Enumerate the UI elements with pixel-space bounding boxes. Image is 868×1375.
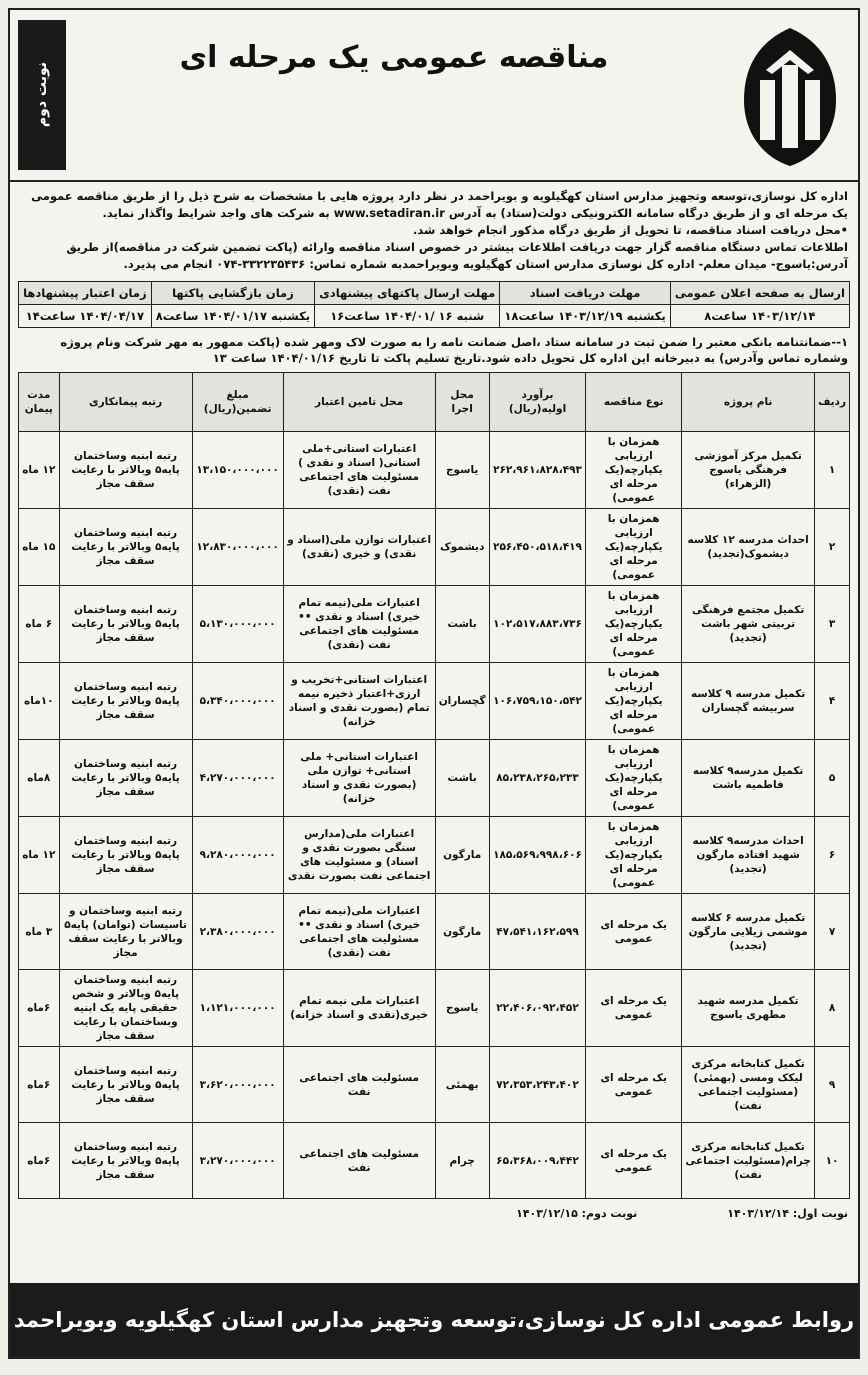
table-cell: ۱۰ (815, 1123, 850, 1199)
table-cell: ۱۲ ماه (19, 432, 60, 509)
table-cell: یک مرحله ای عمومی (586, 1123, 682, 1199)
notice-title: مناقصه عمومی یک مرحله ای (179, 40, 609, 75)
table-cell: ۱۰۶،۷۵۹،۱۵۰،۵۴۲ (489, 663, 586, 740)
projects-header-cell: نام پروژه (682, 373, 815, 432)
intro-line: اطلاعات تماس دستگاه مناقصه گزار جهت دریافت اطلاعات بیشتر در خصوص اسناد مناقصه وارائه (پاکت تضمین شرکت در مناقصه)از طریق آدرس:یاسوج- میدان معلم- اداره کل نوسازی مدارس استان کهگیلویه وبویراحمدبه شماره تماس: ۳۳۲۲۳۵۴۳۶-۰۷۴ انجام می پذیرد. (66, 240, 848, 271)
footer-banner (10, 1283, 858, 1357)
schedule-header: ارسال به صفحه اعلان عمومی (670, 282, 849, 305)
table-cell: ۲۶۲،۹۶۱،۸۲۸،۴۹۳ (489, 432, 586, 509)
table-cell: تکمیل مدرسه شهید مطهری یاسوج (682, 970, 815, 1047)
second-publication-date: نوبت دوم: ۱۴۰۳/۱۲/۱۵ (516, 1207, 638, 1220)
table-cell: چرام (435, 1123, 489, 1199)
notice-header (10, 10, 858, 182)
table-cell: ۶ماه (19, 1123, 60, 1199)
organization-logo (730, 20, 850, 170)
table-row (19, 1123, 850, 1199)
table-cell: مسئولیت های اجتماعی نفت (283, 1047, 435, 1123)
schedule-value-row (19, 305, 850, 328)
table-cell: اعتبارات استانی+تخریب و ارزی+اعتبار ذخیره نیمه تمام (بصورت نقدی و اسناد خزانه) (283, 663, 435, 740)
table-cell: اعتبارات توازن ملی(اسناد و نقدی) و خیری (نقدی) (283, 509, 435, 586)
table-cell: باشت (435, 586, 489, 663)
table-cell: رتبه ابنیه وساختمان و تاسیسات (توامان) پایه۵ وبالاتر با رعایت سقف مجاز (59, 894, 192, 970)
table-row (19, 432, 850, 509)
schedule-header: مهلت ارسال پاکتهای پیشنهادی (315, 282, 500, 305)
publication-dates (10, 1203, 858, 1224)
schedule-value: یکشنبه ۱۴۰۳/۱۲/۱۹ ساعت۱۸ (500, 305, 671, 328)
table-cell: رتبه ابنیه وساختمان پایه۵ وبالاتر با رعایت سقف مجاز (59, 509, 192, 586)
table-cell: ۲ (815, 509, 850, 586)
table-cell: ۸۵،۲۳۸،۲۶۵،۲۳۳ (489, 740, 586, 817)
table-cell: احداث مدرسه۹ کلاسه شهید افتاده مارگون (تجدید) (682, 817, 815, 894)
projects-header-cell: ردیف (815, 373, 850, 432)
projects-header-cell: مبلغ تضمین(ریال) (192, 373, 283, 432)
table-cell: ۴،۲۷۰،۰۰۰،۰۰۰ (192, 740, 283, 817)
projects-header-cell: رتبه پیمانکاری (59, 373, 192, 432)
table-cell: رتبه ابنیه وساختمان پایه۵ وبالاتر با رعایت سقف مجاز (59, 1123, 192, 1199)
table-cell: ۳،۶۲۰،۰۰۰،۰۰۰ (192, 1047, 283, 1123)
round-badge (18, 20, 66, 170)
schedule-value: یکشنبه ۱۴۰۴/۰۱/۱۷ ساعت۸ (151, 305, 314, 328)
table-cell: ۶ماه (19, 970, 60, 1047)
table-cell: احداث مدرسه ۱۲ کلاسه دیشموک(تجدید) (682, 509, 815, 586)
table-cell: ۵ (815, 740, 850, 817)
table-cell: ۱۵ ماه (19, 509, 60, 586)
table-cell: رتبه ابنیه وساختمان پایه۵ وبالاتر با رعایت سقف مجاز (59, 1047, 192, 1123)
table-cell: اعتبارات ملی(نیمه تمام خیری) اسناد و نقدی •• مسئولیت های اجتماعی نفت (نقدی) (283, 586, 435, 663)
table-cell: ۴ (815, 663, 850, 740)
projects-header-cell: برآورد اولیه(ریال) (489, 373, 586, 432)
first-publication-date: نوبت اول: ۱۴۰۳/۱۲/۱۴ (727, 1207, 848, 1220)
table-cell: رتبه ابنیه وساختمان پایه۵ وبالاتر با رعایت سقف مجاز (59, 740, 192, 817)
table-cell: دیشموک (435, 509, 489, 586)
table-cell: مارگون (435, 817, 489, 894)
table-cell: ۳ (815, 586, 850, 663)
table-cell: ۸ (815, 970, 850, 1047)
round-badge-label: نوبت دوم (34, 62, 50, 128)
table-cell: همزمان با ارزیابی یکپارچه(یک مرحله ای عمومی) (586, 509, 682, 586)
table-cell: اعتبارات ملی نیمه تمام خیری(نقدی و اسناد خزانه) (283, 970, 435, 1047)
table-cell: ۷۲،۳۵۳،۲۴۳،۴۰۲ (489, 1047, 586, 1123)
table-cell: تکمیل کتابخانه مرکزی چرام(مسئولیت اجتماعی نفت) (682, 1123, 815, 1199)
table-cell: ۲۲،۴۰۶،۰۹۲،۴۵۲ (489, 970, 586, 1047)
table-cell: ۵،۱۳۰،۰۰۰،۰۰۰ (192, 586, 283, 663)
table-cell: همزمان با ارزیابی یکپارچه(یک مرحله ای عمومی) (586, 663, 682, 740)
table-cell: اعتبارات ملی(نیمه تمام خیری) اسناد و نقدی •• مسئولیت های اجتماعی نفت (نقدی) (283, 894, 435, 970)
table-cell: همزمان با ارزیابی یکپارچه(یک مرحله ای عمومی) (586, 817, 682, 894)
projects-header-cell: محل اجرا (435, 373, 489, 432)
projects-body (19, 432, 850, 1199)
table-cell: رتبه ابنیه وساختمان پایه۵ وبالاتر با رعایت سقف مجاز (59, 817, 192, 894)
table-row (19, 586, 850, 663)
table-cell: رتبه ابنیه وساختمان پایه۵ وبالاتر با رعایت سقف مجاز (59, 663, 192, 740)
schedule-table (18, 281, 850, 328)
table-cell: اعتبارات ملی(مدارس سنگی بصورت نقدی و اسناد) و مسئولیت های اجتماعی نفت بصورت نقدی (283, 817, 435, 894)
table-cell: ۴۷،۵۴۱،۱۶۲،۵۹۹ (489, 894, 586, 970)
projects-header-cell: نوع مناقصه (586, 373, 682, 432)
table-cell: ۱۰۲،۵۱۷،۸۸۳،۷۳۶ (489, 586, 586, 663)
table-cell: ۱،۱۲۱،۰۰۰،۰۰۰ (192, 970, 283, 1047)
schedule-value: شنبه ۱۶ /۱۴۰۴/۰۱ ساعت۱۶ (315, 305, 500, 328)
table-cell: اعتبارات استانی+ ملی استانی+ توازن ملی (بصورت نقدی و اسناد خزانه) (283, 740, 435, 817)
table-cell: ۱ (815, 432, 850, 509)
table-cell: ۱۲،۸۳۰،۰۰۰،۰۰۰ (192, 509, 283, 586)
table-cell: ۶ماه (19, 1047, 60, 1123)
table-row (19, 663, 850, 740)
table-cell: ۵،۳۴۰،۰۰۰،۰۰۰ (192, 663, 283, 740)
table-cell: رتبه ابنیه وساختمان پایه۵ وبالاتر و شخص حقیقی پایه یک ابنیه وبساختمان با رعایت سقف مجاز (59, 970, 192, 1047)
table-cell: تکمیل مدرسه۹ کلاسه فاطمیه باشت (682, 740, 815, 817)
table-cell: تکمیل کتابخانه مرکزی لیکک ومسی (بهمئی) (مسئولیت اجتماعی نفت) (682, 1047, 815, 1123)
table-cell: مسئولیت های اجتماعی نفت (283, 1123, 435, 1199)
table-cell: مارگون (435, 894, 489, 970)
table-cell: باشت (435, 740, 489, 817)
table-cell: ۱۸۵،۵۶۹،۹۹۸،۶۰۶ (489, 817, 586, 894)
intro-text (10, 182, 858, 277)
guarantee-note: ۱--ضمانتنامه بانکی معتبر را ضمن ثبت در سامانه ستاد ،اصل ضمانت نامه را به صورت لاک ومهر شده (پاکت ممهور به مهر شرکت ونام پروژه وشماره تماس وآدرس) به دبیرخانه این اداره کل تحویل داده شود.تاریخ تسلیم پاکت تا تاریخ ۱۴۰۴/۰۱/۱۶ ساعت ۱۳ (60, 335, 848, 365)
table-cell: بهمئی (435, 1047, 489, 1123)
table-cell: ۹،۲۸۰،۰۰۰،۰۰۰ (192, 817, 283, 894)
table-cell: ۶۵،۳۶۸،۰۰۹،۴۴۲ (489, 1123, 586, 1199)
table-cell: ۲،۳۸۰،۰۰۰،۰۰۰ (192, 894, 283, 970)
table-cell: همزمان با ارزیابی یکپارچه(یک مرحله ای عمومی) (586, 740, 682, 817)
projects-header-row (19, 373, 850, 432)
intro-line: •محل دریافت اسناد مناقصه، تا تحویل از طریق درگاه مذکور انجام خواهد شد. (413, 223, 848, 237)
table-cell: ۳،۲۷۰،۰۰۰،۰۰۰ (192, 1123, 283, 1199)
table-cell: یک مرحله ای عمومی (586, 970, 682, 1047)
table-cell: ۳ ماه (19, 894, 60, 970)
table-cell: تکمیل مرکز آموزشی فرهنگی یاسوج (الزهراء) (682, 432, 815, 509)
table-row (19, 1047, 850, 1123)
table-cell: همزمان با ارزیابی یکپارچه(یک مرحله ای عمومی) (586, 586, 682, 663)
table-cell: ۸ماه (19, 740, 60, 817)
schedule-header: زمان اعتبار پیشنهادها (19, 282, 152, 305)
table-cell: ۱۲ ماه (19, 817, 60, 894)
table-cell: ۶ (815, 817, 850, 894)
table-cell: یاسوج (435, 432, 489, 509)
schedule-header: زمان بازگشایی پاکتها (151, 282, 314, 305)
projects-header-cell: محل تامین اعتبار (283, 373, 435, 432)
schedule-value: ۱۴۰۳/۱۲/۱۴ ساعت۸ (670, 305, 849, 328)
table-cell: ۷ (815, 894, 850, 970)
schedule-header-row (19, 282, 850, 305)
table-cell: رتبه ابنیه وساختمان پایه۵ وبالاتر با رعایت سقف مجاز (59, 586, 192, 663)
table-cell: ۱۳،۱۵۰،۰۰۰،۰۰۰ (192, 432, 283, 509)
table-cell: یاسوج (435, 970, 489, 1047)
table-cell: ۶ ماه (19, 586, 60, 663)
projects-header-cell: مدت پیمان (19, 373, 60, 432)
table-cell: ۹ (815, 1047, 850, 1123)
schedule-value: ۱۴۰۴/۰۴/۱۷ ساعت۱۴ (19, 305, 152, 328)
footer-text: روابط عمومی اداره کل نوسازی،توسعه وتجهیز مدارس استان کهگیلویه وبویراحمد (13, 1308, 855, 1332)
table-cell: ۲۵۶،۴۵۰،۵۱۸،۴۱۹ (489, 509, 586, 586)
schedule-header: مهلت دریافت اسناد (500, 282, 671, 305)
table-cell: رتبه ابنیه وساختمان پایه۵ وبالاتر با رعایت سقف مجاز (59, 432, 192, 509)
tender-notice (8, 8, 860, 1359)
table-cell: یک مرحله ای عمومی (586, 1047, 682, 1123)
table-row (19, 509, 850, 586)
intro-line: اداره کل نوسازی،توسعه وتجهیز مدارس استان کهگیلویه و بویراحمد در نظر دارد پروژه هایی با مشخصات به شرح ذیل را از طریق مناقصه عمومی یک مرحله ای و از طریق درگاه سامانه الکترونیکی دولت(ستاد) به آدرس www.setadiran.ir به شرکت های واجد شرایط واگذار نماید. (31, 189, 848, 220)
table-row (19, 894, 850, 970)
table-row (19, 740, 850, 817)
table-cell: اعتبارات استانی+ملی استانی( اسناد و نقدی ) مسئولیت های اجتماعی نفت (نقدی) (283, 432, 435, 509)
table-cell: ۱۰ماه (19, 663, 60, 740)
table-cell: یک مرحله ای عمومی (586, 894, 682, 970)
table-cell: همزمان با ارزیابی یکپارچه(یک مرحله ای عمومی) (586, 432, 682, 509)
projects-table (18, 372, 850, 1199)
table-row (19, 970, 850, 1047)
table-cell: تکمیل مدرسه ۹ کلاسه سربیشه گچساران (682, 663, 815, 740)
table-cell: تکمیل مجتمع فرهنگی تربیتی شهر باشت (تجدید) (682, 586, 815, 663)
table-cell: تکمیل مدرسه ۶ کلاسه موشمی زیلایی مارگون (تجدید) (682, 894, 815, 970)
table-row (19, 817, 850, 894)
table-cell: گچساران (435, 663, 489, 740)
